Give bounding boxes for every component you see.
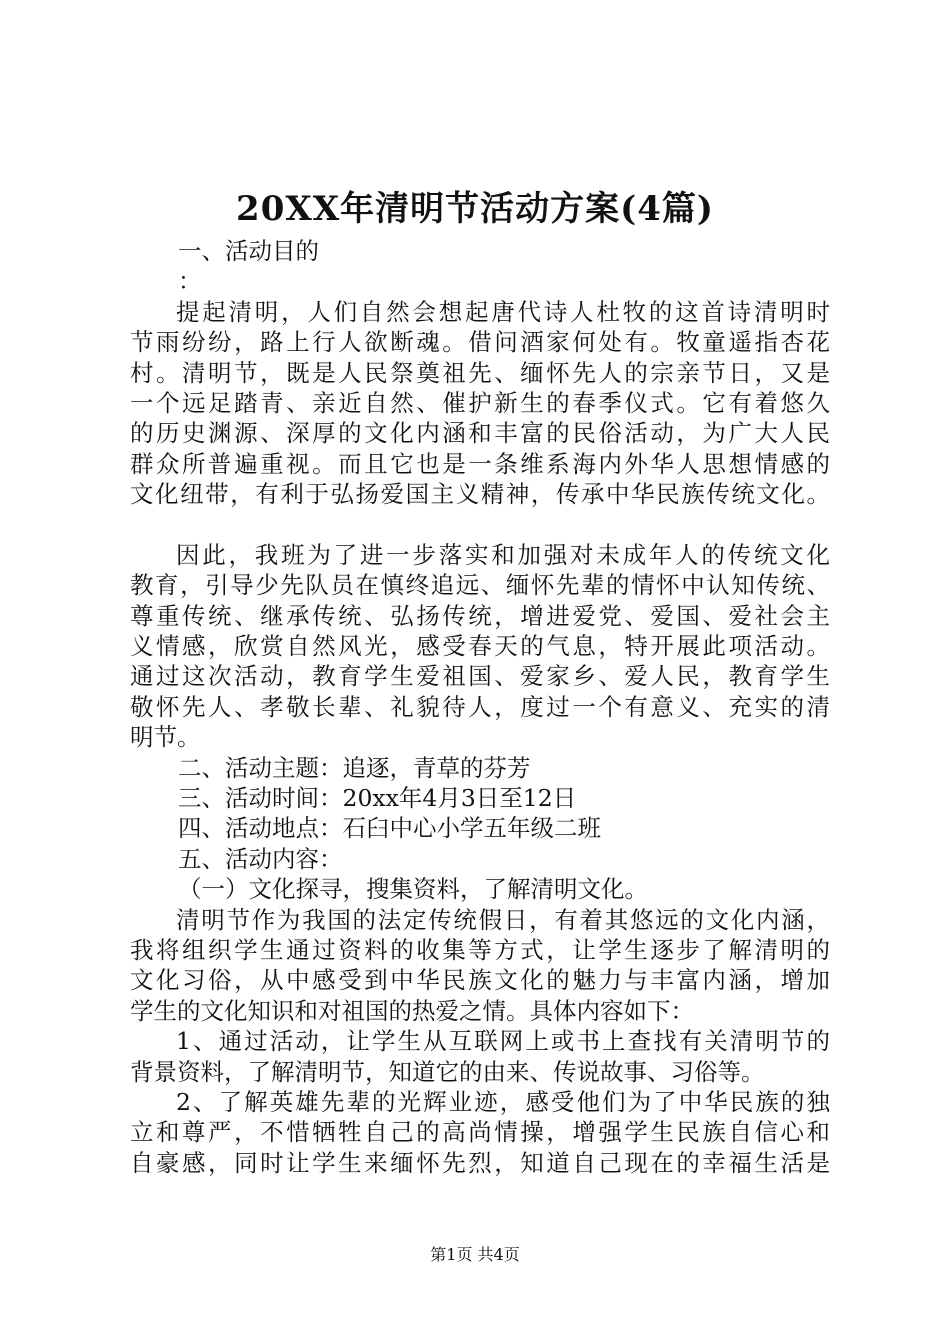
paragraph-line: 文化习俗，从中感受到中华民族文化的魅力与丰富内涵，增加 [130,966,830,995]
list-item-line: 立和尊严，不惜牺牲自己的高尚情操，增强学生民族自信心和 [130,1118,830,1147]
paragraph-line: 因此，我班为了进一步落实和加强对未成年人的传统文化 [176,540,830,569]
page-footer: 第1页 共4页 [430,1245,520,1264]
list-item-line: 1、通过活动，让学生从互联网上或书上查找有关清明节的 [176,1027,830,1056]
section-heading: 一、活动目的 [178,237,319,265]
paragraph-line: 提起清明，人们自然会想起唐代诗人杜牧的这首诗清明时 [176,297,830,326]
paragraph-line: 清明节作为我国的法定传统假日，有着其悠远的文化内涵， [176,905,830,934]
blank-line [130,510,830,540]
paragraph-line: 节雨纷纷，路上行人欲断魂。借问酒家何处有。牧童遥指杏花 [130,328,830,357]
subsection-heading: （一）文化探寻，搜集资料，了解清明文化。 [178,875,648,904]
paragraph-line: 明节。 [130,723,201,752]
section-heading: 二、活动主题：追逐，青草的芬芳 [178,753,531,782]
paragraph-line: 学生的文化知识和对祖国的热爱之情。具体内容如下： [130,996,694,1025]
document-body [130,236,830,1178]
paragraph-line: 尊重传统、继承传统、弘扬传统，增进爱党、爱国、爱社会主 [130,601,830,630]
paragraph-line: 群众所普遍重视。而且它也是一条维系海内外华人思想情感的 [130,449,830,478]
paragraph-line: 文化纽带，有利于弘扬爱国主义精神，传承中华民族传统文化。 [130,480,830,509]
list-item-line: 背景资料，了解清明节，知道它的由来、传说故事、习俗等。 [130,1057,765,1086]
list-item-line: 自豪感，同时让学生来缅怀先烈，知道自己现在的幸福生活是 [130,1148,830,1177]
paragraph-line: 敬怀先人、孝敬长辈、礼貌待人，度过一个有意义、充实的清 [130,692,830,721]
section-heading: 三、活动时间：20xx年4月3日至12日 [178,784,577,813]
section-heading: 四、活动地点：石臼中心小学五年级二班 [178,814,601,843]
paragraph-line: 义情感，欣赏自然风光，感受春天的气息，特开展此项活动。 [130,632,830,661]
document-title: 20XX年清明节活动方案(4篇) [236,189,714,229]
list-item-line: 2、了解英雄先辈的光辉业迹，感受他们为了中华民族的独 [176,1087,830,1116]
paragraph-line: 通过这次活动，教育学生爱祖国、爱家乡、爱人民，教育学生 [130,662,830,691]
paragraph-line: 村。清明节，既是人民祭奠祖先、缅怀先人的宗亲节日，又是 [130,358,830,387]
paragraph-line: 的历史渊源、深厚的文化内涵和丰富的民俗活动，为广大人民 [130,419,830,448]
section-heading: 五、活动内容： [178,844,343,873]
paragraph-line: 教育，引导少先队员在慎终追远、缅怀先辈的情怀中认知传统、 [130,571,830,600]
paragraph-line: 我将组织学生通过资料的收集等方式，让学生逐步了解清明的 [130,935,830,964]
paragraph-line: 一个远足踏青、亲近自然、催护新生的春季仪式。它有着悠久 [130,388,830,417]
colon-line: ： [178,267,202,296]
